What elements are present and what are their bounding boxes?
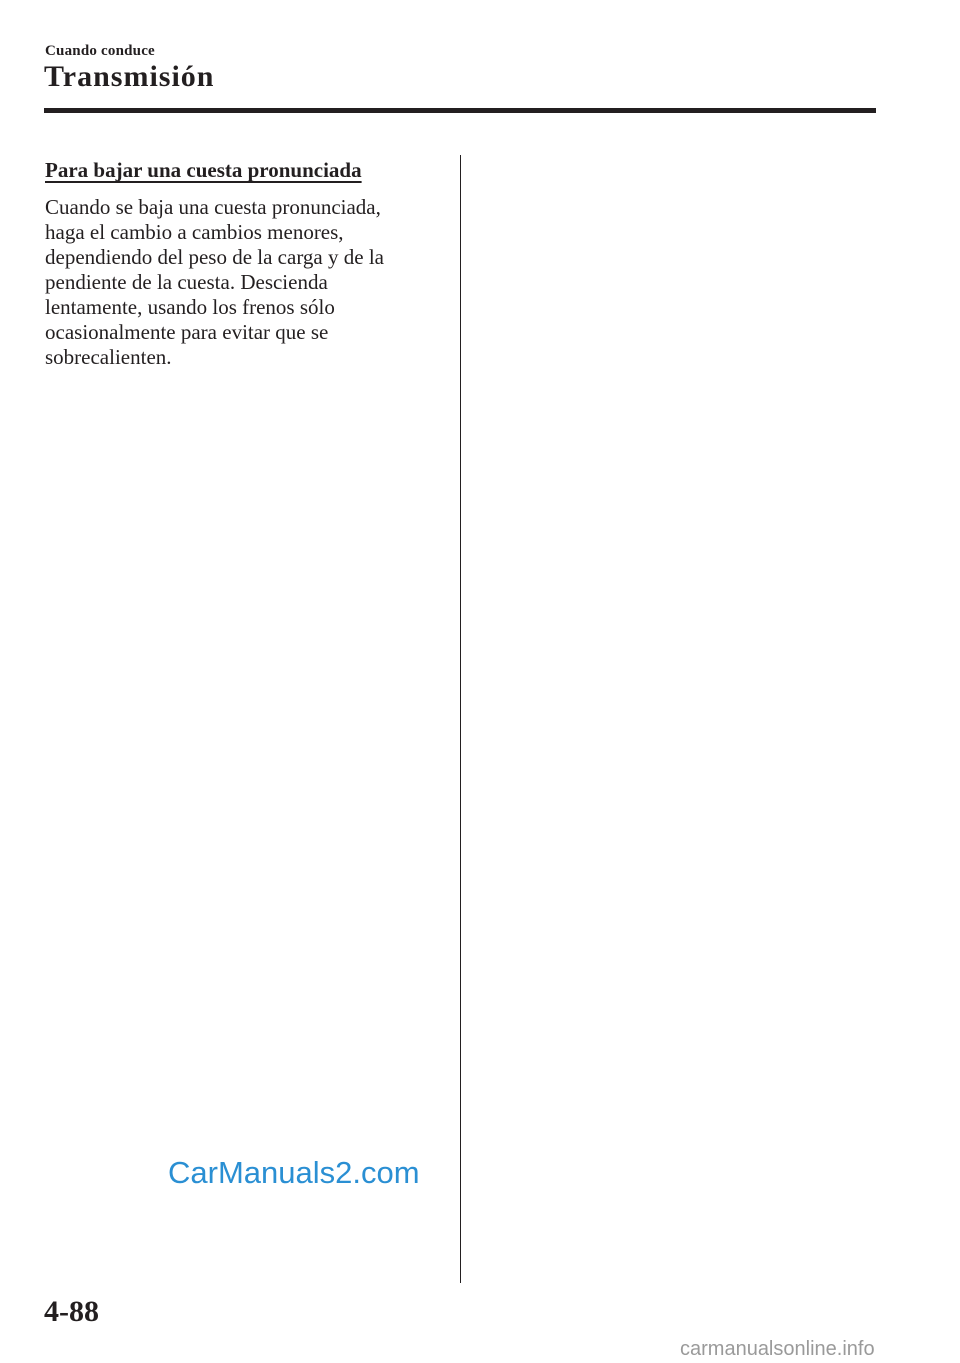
subheading: Para bajar una cuesta pronunciada: [45, 158, 362, 182]
body-line: ocasionalmente para evitar que se: [45, 320, 329, 344]
body-paragraph: [45, 195, 450, 370]
page-number: 4-88: [44, 1295, 99, 1328]
watermark-text: CarManuals2.com: [168, 1155, 420, 1190]
header-rule: [44, 108, 876, 113]
body-line: lentamente, usando los frenos sólo: [45, 295, 335, 319]
chapter-title: Transmisión: [44, 60, 215, 93]
section-label: Cuando conduce: [45, 43, 155, 59]
body-line: haga el cambio a cambios menores,: [45, 220, 344, 244]
column-divider: [460, 155, 461, 1283]
body-line: Cuando se baja una cuesta pronunciada,: [45, 195, 381, 219]
footer-watermark: carmanualsonline.info: [680, 1338, 875, 1360]
body-line: dependiendo del peso de la carga y de la: [45, 245, 384, 269]
body-line: sobrecalienten.: [45, 345, 172, 369]
body-line: pendiente de la cuesta. Descienda: [45, 270, 328, 294]
